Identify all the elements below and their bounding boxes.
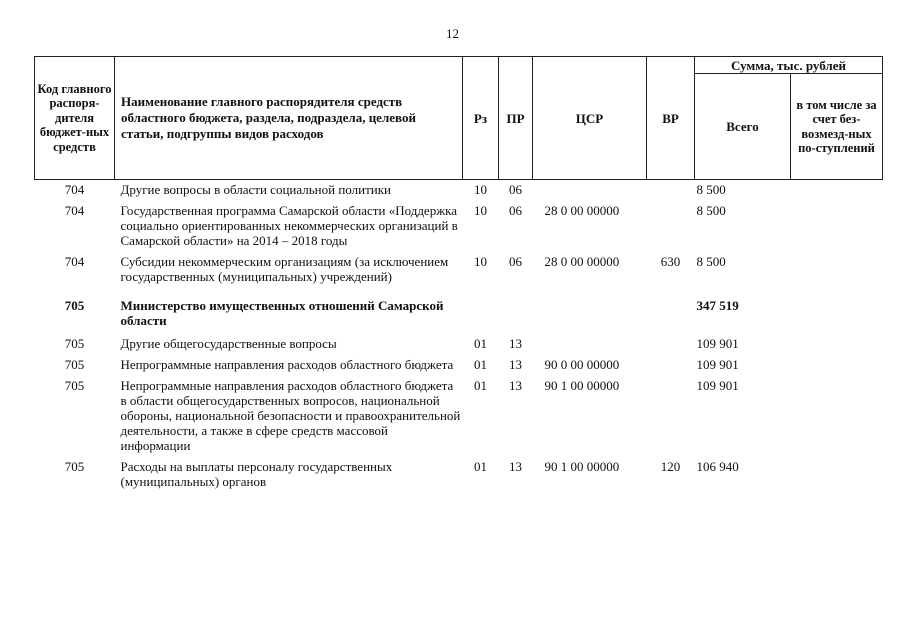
cell-total: 8 500 <box>696 203 726 218</box>
cell-pr: 13 <box>509 378 522 393</box>
cell-name: Расходы на выплаты персоналу государственных (муниципальных) органов <box>120 459 393 489</box>
cell-total: 109 901 <box>696 336 739 351</box>
header-sum: Сумма, тыс. рублей <box>695 57 883 74</box>
cell-csr: 90 1 00 00000 <box>544 378 620 393</box>
cell-pr: 06 <box>509 203 522 218</box>
header-rz: Рз <box>463 57 499 180</box>
cell-code: 704 <box>64 254 85 269</box>
cell-code: 705 <box>64 336 85 351</box>
table-row <box>35 357 883 378</box>
table-body <box>35 180 883 496</box>
cell-vr <box>647 336 695 357</box>
cell-csr <box>533 336 647 357</box>
cell-total: 8 500 <box>696 182 726 197</box>
cell-pr: 13 <box>509 357 522 372</box>
cell-rz: 01 <box>474 336 487 351</box>
cell-free <box>791 336 883 357</box>
cell-code: 705 <box>64 357 85 372</box>
cell-csr <box>533 290 647 336</box>
cell-vr <box>647 378 695 459</box>
cell-total: 106 940 <box>696 459 739 474</box>
cell-name: Министерство имущественных отношений Самарской области <box>120 298 444 328</box>
cell-code: 705 <box>64 378 85 393</box>
cell-pr: 06 <box>509 182 522 197</box>
cell-rz: 01 <box>474 459 487 474</box>
header-code: Код главного распоря-дителя бюджет-ных средств <box>35 57 115 180</box>
table-row <box>35 459 883 495</box>
table-row <box>35 336 883 357</box>
header-pr: ПР <box>499 57 533 180</box>
table-row <box>35 254 883 290</box>
cell-total: 109 901 <box>696 357 739 372</box>
cell-total: 8 500 <box>696 254 726 269</box>
cell-pr: 06 <box>509 254 522 269</box>
table-row <box>35 290 883 336</box>
cell-csr <box>533 180 647 204</box>
cell-rz: 01 <box>474 357 487 372</box>
cell-pr <box>499 290 533 336</box>
cell-rz: 01 <box>474 378 487 393</box>
cell-name: Субсидии некоммерческим организациям (за исключением государственных (муниципальных) учреждений) <box>120 254 449 284</box>
cell-free <box>791 290 883 336</box>
cell-code: 704 <box>64 203 85 218</box>
cell-csr: 90 1 00 00000 <box>544 459 620 474</box>
table-row <box>35 378 883 459</box>
cell-code: 705 <box>64 298 85 313</box>
cell-csr: 28 0 00 00000 <box>544 203 620 218</box>
cell-pr: 13 <box>509 336 522 351</box>
cell-vr: 630 <box>660 254 681 269</box>
cell-code: 704 <box>64 182 85 197</box>
cell-name: Непрограммные направления расходов областного бюджета в области общегосударственных вопросов, национальной обороны, национальной безопасности и правоохранительной деятельности, а также в сфере средств массовой информации <box>120 378 461 453</box>
cell-pr: 13 <box>509 459 522 474</box>
cell-name: Другие общегосударственные вопросы <box>120 336 337 351</box>
cell-vr <box>647 203 695 254</box>
cell-free <box>791 203 883 254</box>
table-header <box>35 57 883 180</box>
cell-free <box>791 180 883 204</box>
cell-name: Государственная программа Самарской области «Поддержка социально ориентированных некоммерческих организаций в Самарской области» на 2014 – 2018 годы <box>120 203 458 248</box>
cell-free <box>791 254 883 290</box>
cell-rz: 10 <box>474 203 487 218</box>
header-total: Всего <box>695 74 791 180</box>
table-row <box>35 180 883 204</box>
cell-total: 347 519 <box>696 298 739 313</box>
cell-name: Другие вопросы в области социальной политики <box>120 182 391 197</box>
header-name: Наименование главного распорядителя средств областного бюджета, раздела, подраздела, целевой статьи, подгруппы видов расходов <box>115 57 463 180</box>
cell-vr <box>647 357 695 378</box>
cell-free <box>791 459 883 495</box>
cell-csr: 90 0 00 00000 <box>544 357 620 372</box>
budget-table <box>34 56 883 495</box>
header-csr: ЦСР <box>533 57 647 180</box>
cell-rz: 10 <box>474 254 487 269</box>
cell-vr: 120 <box>660 459 681 474</box>
cell-vr <box>647 290 695 336</box>
cell-free <box>791 357 883 378</box>
cell-vr <box>647 180 695 204</box>
cell-name: Непрограммные направления расходов областного бюджета <box>120 357 454 372</box>
page-number: 12 <box>446 26 459 41</box>
cell-rz: 10 <box>474 182 487 197</box>
cell-code: 705 <box>64 459 85 474</box>
header-free: в том числе за счет без-возмезд-ных по-ступлений <box>791 74 883 180</box>
header-vr: ВР <box>647 57 695 180</box>
table-row <box>35 203 883 254</box>
cell-rz <box>463 290 499 336</box>
cell-csr: 28 0 00 00000 <box>544 254 620 269</box>
cell-total: 109 901 <box>696 378 739 393</box>
cell-free <box>791 378 883 459</box>
